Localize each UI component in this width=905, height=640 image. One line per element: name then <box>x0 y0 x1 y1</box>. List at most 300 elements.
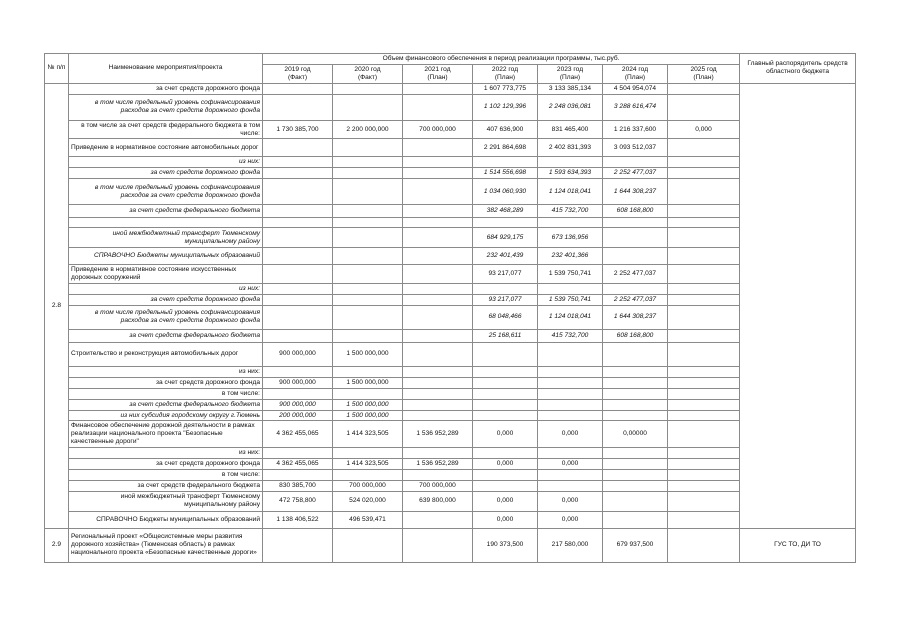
value-cell <box>333 469 403 480</box>
value-cell: 524 020,000 <box>333 491 403 511</box>
year-label: 2021 год <box>424 65 451 73</box>
value-cell <box>333 294 403 305</box>
row-name: из них: <box>69 366 263 377</box>
row-name: за счет средств федерального бюджета <box>69 480 263 491</box>
value-cell: 2 200 000,000 <box>333 120 403 139</box>
value-cell: 415 732,700 <box>538 205 603 218</box>
funding-group-header: Объем финансового обеспечения в период реализации программы, тыс.руб. <box>263 54 740 65</box>
value-cell <box>403 377 473 388</box>
value-cell <box>538 377 603 388</box>
value-cell <box>333 329 403 342</box>
value-cell <box>603 388 668 399</box>
value-cell: 0,000 <box>538 459 603 470</box>
year-label: 2024 год <box>621 65 649 73</box>
row-name: в том числе предельный уровень софинансирования расходов за счет средств дорожного фонда <box>69 94 263 120</box>
table-row <box>45 410 856 421</box>
value-cell: 639 800,000 <box>403 491 473 511</box>
value-cell <box>538 469 603 480</box>
value-cell: 0,000 <box>473 491 538 511</box>
resp-cell-2-8 <box>740 83 856 528</box>
year-header-2 <box>403 64 473 83</box>
value-cell: 2 291 864,698 <box>473 139 538 157</box>
value-cell <box>403 366 473 377</box>
value-cell <box>263 157 333 168</box>
value-cell <box>603 157 668 168</box>
value-cell: 0,000 <box>538 511 603 528</box>
row-name: из них субсидия городскому округу г.Тюмень <box>69 410 263 421</box>
value-cell <box>668 528 740 562</box>
value-cell <box>668 157 740 168</box>
row-number-2-8: 2.8 <box>45 83 69 528</box>
value-cell <box>403 448 473 459</box>
value-cell <box>333 388 403 399</box>
value-cell <box>263 448 333 459</box>
value-cell: 679 937,500 <box>603 528 668 562</box>
value-cell <box>668 399 740 410</box>
row-name: за счет средств дорожного фонда <box>69 294 263 305</box>
value-cell <box>333 179 403 205</box>
value-cell: 1 539 750,741 <box>538 265 603 284</box>
value-cell <box>668 218 740 228</box>
row-name: за счет средств федерального бюджета <box>69 205 263 218</box>
value-cell <box>333 528 403 562</box>
value-cell <box>403 248 473 265</box>
value-cell <box>668 480 740 491</box>
value-cell <box>603 459 668 470</box>
value-cell <box>473 448 538 459</box>
value-cell <box>263 179 333 205</box>
table-row <box>45 469 856 480</box>
table-row <box>45 94 856 120</box>
year-kind: (План) <box>624 73 646 81</box>
value-cell <box>403 179 473 205</box>
value-cell: 1 536 952,289 <box>403 459 473 470</box>
table-row <box>45 179 856 205</box>
value-cell: 0,000 <box>473 459 538 470</box>
value-cell <box>603 469 668 480</box>
value-cell: 700 000,000 <box>403 120 473 139</box>
value-cell <box>603 284 668 295</box>
value-cell <box>603 228 668 248</box>
row-name: СПРАВОЧНО Бюджеты муниципальных образований <box>69 511 263 528</box>
value-cell <box>538 284 603 295</box>
value-cell: 673 136,956 <box>538 228 603 248</box>
value-cell <box>538 388 603 399</box>
value-cell <box>668 94 740 120</box>
value-cell <box>263 248 333 265</box>
value-cell <box>603 491 668 511</box>
row-name: в том числе: <box>69 388 263 399</box>
value-cell <box>333 94 403 120</box>
value-cell <box>668 491 740 511</box>
value-cell <box>263 528 333 562</box>
table-row <box>45 294 856 305</box>
value-cell: 831 465,400 <box>538 120 603 139</box>
table-row <box>45 248 856 265</box>
value-cell <box>403 469 473 480</box>
value-cell <box>403 205 473 218</box>
value-cell: 700 000,000 <box>403 480 473 491</box>
value-cell: 1 607 773,775 <box>473 83 538 94</box>
value-cell <box>263 139 333 157</box>
value-cell <box>668 448 740 459</box>
value-cell: 3 133 385,134 <box>538 83 603 94</box>
value-cell <box>668 329 740 342</box>
value-cell: 2 402 831,393 <box>538 139 603 157</box>
value-cell: 4 504 954,074 <box>603 83 668 94</box>
value-cell <box>603 218 668 228</box>
value-cell: 830 385,700 <box>263 480 333 491</box>
value-cell <box>473 218 538 228</box>
value-cell <box>668 265 740 284</box>
value-cell <box>333 265 403 284</box>
value-cell <box>538 399 603 410</box>
year-kind: (План) <box>693 73 714 81</box>
value-cell <box>538 218 603 228</box>
value-cell <box>603 342 668 366</box>
value-cell <box>263 366 333 377</box>
value-cell <box>473 284 538 295</box>
value-cell <box>403 139 473 157</box>
value-cell: 93 217,077 <box>473 294 538 305</box>
value-cell: 382 468,289 <box>473 205 538 218</box>
value-cell <box>333 139 403 157</box>
value-cell <box>403 218 473 228</box>
value-cell <box>603 399 668 410</box>
row-name: Финансовое обеспечение дорожной деятельности в рамках реализации национального проекта "Безопасные качественные дороги" <box>69 421 263 448</box>
value-cell <box>473 469 538 480</box>
table-row <box>45 366 856 377</box>
value-cell: 2 252 477,037 <box>603 168 668 179</box>
value-cell <box>668 248 740 265</box>
value-cell: 1 124 018,041 <box>538 179 603 205</box>
value-cell <box>668 459 740 470</box>
value-cell: 0,000 <box>473 421 538 448</box>
value-cell <box>333 305 403 329</box>
value-cell <box>668 294 740 305</box>
value-cell <box>538 366 603 377</box>
value-cell <box>603 377 668 388</box>
value-cell <box>473 399 538 410</box>
value-cell: 4 362 455,065 <box>263 421 333 448</box>
table-row <box>45 528 856 562</box>
value-cell: 1 539 750,741 <box>538 294 603 305</box>
value-cell <box>333 218 403 228</box>
value-cell <box>403 294 473 305</box>
funding-table <box>44 53 856 563</box>
year-header-3 <box>473 64 538 83</box>
value-cell <box>603 511 668 528</box>
table-row <box>45 448 856 459</box>
table-row <box>45 218 856 228</box>
row-name: в том числе за счет средств федерального бюджета в том числе: <box>69 120 263 139</box>
value-cell: 232 401,366 <box>538 248 603 265</box>
value-cell <box>668 83 740 94</box>
value-cell <box>473 157 538 168</box>
value-cell: 608 168,800 <box>603 205 668 218</box>
value-cell <box>668 366 740 377</box>
value-cell: 407 636,900 <box>473 120 538 139</box>
value-cell <box>403 305 473 329</box>
value-cell: 1 034 060,930 <box>473 179 538 205</box>
value-cell <box>403 228 473 248</box>
value-cell <box>668 342 740 366</box>
value-cell <box>333 248 403 265</box>
value-cell: 900 000,000 <box>263 399 333 410</box>
value-cell: 68 048,466 <box>473 305 538 329</box>
value-cell: 608 168,800 <box>603 329 668 342</box>
value-cell <box>333 168 403 179</box>
value-cell <box>403 399 473 410</box>
value-cell <box>538 410 603 421</box>
value-cell <box>538 157 603 168</box>
col-resp-header: Главный распорядитель средств областного бюджета <box>740 54 856 84</box>
row-name: Приведение в нормативное состояние автомобильных дорог <box>69 139 263 157</box>
value-cell: 700 000,000 <box>333 480 403 491</box>
table-row <box>45 480 856 491</box>
value-cell <box>333 366 403 377</box>
value-cell <box>333 284 403 295</box>
value-cell <box>333 83 403 94</box>
value-cell <box>603 366 668 377</box>
year-header-6 <box>668 64 740 83</box>
value-cell: 1 102 129,396 <box>473 94 538 120</box>
value-cell: 217 580,000 <box>538 528 603 562</box>
value-cell <box>473 366 538 377</box>
row-name: Приведение в нормативное состояние искусственных дорожных сооружений <box>69 265 263 284</box>
table-row <box>45 511 856 528</box>
year-kind: (План) <box>494 73 516 81</box>
year-kind: (План) <box>427 73 448 81</box>
value-cell: 900 000,000 <box>263 342 333 366</box>
year-header-5 <box>603 64 668 83</box>
year-header-1 <box>333 64 403 83</box>
table-row <box>45 459 856 470</box>
value-cell: 0,000 <box>473 511 538 528</box>
value-cell <box>668 168 740 179</box>
table-row <box>45 265 856 284</box>
value-cell <box>668 388 740 399</box>
value-cell <box>668 469 740 480</box>
value-cell <box>263 329 333 342</box>
row-number-2-9: 2.9 <box>45 528 69 562</box>
value-cell <box>668 377 740 388</box>
value-cell <box>668 511 740 528</box>
table-row <box>45 228 856 248</box>
value-cell: 2 252 477,037 <box>603 294 668 305</box>
value-cell <box>403 265 473 284</box>
table-row <box>45 377 856 388</box>
year-header-0 <box>263 64 333 83</box>
value-cell <box>333 448 403 459</box>
value-cell: 1 514 556,698 <box>473 168 538 179</box>
value-cell: 1 414 323,505 <box>333 421 403 448</box>
value-cell: 684 929,175 <box>473 228 538 248</box>
row-name: иной межбюджетный трансферт Тюменскому муниципальному району <box>69 228 263 248</box>
value-cell: 1 500 000,000 <box>333 410 403 421</box>
value-cell <box>603 410 668 421</box>
row-name: из них: <box>69 284 263 295</box>
value-cell <box>538 480 603 491</box>
row-name: из них: <box>69 448 263 459</box>
value-cell <box>263 294 333 305</box>
value-cell: 1 414 323,505 <box>333 459 403 470</box>
row-name: в том числе: <box>69 469 263 480</box>
col-num-header: № п/п <box>45 54 69 84</box>
year-label: 2020 год <box>354 65 381 73</box>
value-cell: 0,000 <box>538 491 603 511</box>
table-row <box>45 329 856 342</box>
row-name: за счет средств федерального бюджета <box>69 329 263 342</box>
row-name: за счет средств федерального бюджета <box>69 399 263 410</box>
value-cell <box>403 94 473 120</box>
table-row <box>45 342 856 366</box>
value-cell <box>473 377 538 388</box>
value-cell <box>668 179 740 205</box>
value-cell: 3 093 512,037 <box>603 139 668 157</box>
value-cell: 1 500 000,000 <box>333 377 403 388</box>
table-row <box>45 157 856 168</box>
value-cell <box>473 388 538 399</box>
value-cell: 4 362 455,065 <box>263 459 333 470</box>
value-cell <box>263 83 333 94</box>
value-cell <box>403 342 473 366</box>
value-cell: 900 000,000 <box>263 377 333 388</box>
value-cell <box>403 284 473 295</box>
value-cell <box>333 157 403 168</box>
value-cell <box>668 139 740 157</box>
value-cell: 1 730 385,700 <box>263 120 333 139</box>
year-label: 2022 год <box>491 65 519 73</box>
value-cell: 0,000 <box>668 120 740 139</box>
header-row-1 <box>45 54 856 65</box>
value-cell <box>403 168 473 179</box>
value-cell <box>263 388 333 399</box>
value-cell: 472 758,800 <box>263 491 333 511</box>
value-cell <box>263 168 333 179</box>
resp-cell-2-9: ГУС ТО, ДИ ТО <box>740 528 856 562</box>
value-cell <box>263 265 333 284</box>
value-cell: 3 288 616,474 <box>603 94 668 120</box>
value-cell: 2 248 036,081 <box>538 94 603 120</box>
row-name: за счет средств дорожного фонда <box>69 459 263 470</box>
row-name: СПРАВОЧНО Бюджеты муниципальных образований <box>69 248 263 265</box>
value-cell <box>403 157 473 168</box>
value-cell <box>263 284 333 295</box>
table-row <box>45 388 856 399</box>
value-cell <box>603 248 668 265</box>
row-name: в том числе предельный уровень софинансирования расходов за счет средств дорожного фонда <box>69 179 263 205</box>
value-cell <box>263 305 333 329</box>
value-cell <box>473 480 538 491</box>
value-cell <box>473 342 538 366</box>
value-cell <box>403 410 473 421</box>
row-name: иной межбюджетный трансферт Тюменскому муниципальному району <box>69 491 263 511</box>
row-name: Региональный проект «Общесистемные меры развития дорожного хозяйства» (Тюменская область) в рамках национального проекта «Безопасные качественные дороги» <box>69 528 263 562</box>
row-name: за счет средств дорожного фонда <box>69 168 263 179</box>
row-name: за счет средств дорожного фонда <box>69 83 263 94</box>
value-cell <box>603 480 668 491</box>
value-cell <box>403 388 473 399</box>
value-cell <box>538 342 603 366</box>
table-row <box>45 421 856 448</box>
value-cell: 1 644 308,237 <box>603 179 668 205</box>
year-header-4 <box>538 64 603 83</box>
value-cell <box>668 421 740 448</box>
table-row <box>45 205 856 218</box>
value-cell: 1 216 337,600 <box>603 120 668 139</box>
value-cell: 496 539,471 <box>333 511 403 528</box>
value-cell: 93 217,077 <box>473 265 538 284</box>
value-cell <box>263 94 333 120</box>
value-cell <box>333 205 403 218</box>
value-cell: 0,000 <box>538 421 603 448</box>
year-label: 2025 год <box>690 65 717 73</box>
year-label: 2023 год <box>556 65 584 73</box>
row-name: Строительство и реконструкция автомобильных дорог <box>69 342 263 366</box>
value-cell: 1 138 406,522 <box>263 511 333 528</box>
row-name: за счет средств дорожного фонда <box>69 377 263 388</box>
value-cell <box>668 228 740 248</box>
value-cell: 1 644 308,237 <box>603 305 668 329</box>
value-cell: 1 500 000,000 <box>333 342 403 366</box>
table-row <box>45 83 856 94</box>
row-name: из них: <box>69 157 263 168</box>
table-row <box>45 491 856 511</box>
value-cell <box>668 305 740 329</box>
value-cell: 232 401,439 <box>473 248 538 265</box>
value-cell <box>473 410 538 421</box>
year-kind: (Факт) <box>357 73 378 81</box>
table-row <box>45 168 856 179</box>
value-cell: 1 124 018,041 <box>538 305 603 329</box>
value-cell <box>403 329 473 342</box>
value-cell <box>403 511 473 528</box>
value-cell: 0,00000 <box>603 421 668 448</box>
value-cell <box>668 205 740 218</box>
value-cell: 2 252 477,037 <box>603 265 668 284</box>
value-cell: 1 593 634,393 <box>538 168 603 179</box>
table-row <box>45 284 856 295</box>
value-cell: 25 168,611 <box>473 329 538 342</box>
value-cell <box>333 228 403 248</box>
value-cell <box>263 218 333 228</box>
year-label: 2019 год <box>284 65 311 73</box>
value-cell <box>403 83 473 94</box>
value-cell <box>538 448 603 459</box>
value-cell: 415 732,700 <box>538 329 603 342</box>
value-cell <box>263 205 333 218</box>
row-name <box>69 218 263 228</box>
year-kind: (Факт) <box>287 73 308 81</box>
value-cell: 200 000,000 <box>263 410 333 421</box>
table-row <box>45 399 856 410</box>
value-cell <box>668 284 740 295</box>
value-cell: 1 536 952,289 <box>403 421 473 448</box>
value-cell: 1 500 000,000 <box>333 399 403 410</box>
table-row <box>45 120 856 139</box>
value-cell <box>263 469 333 480</box>
value-cell <box>668 410 740 421</box>
table-row <box>45 139 856 157</box>
value-cell <box>603 448 668 459</box>
value-cell <box>403 528 473 562</box>
value-cell <box>263 228 333 248</box>
row-name: в том числе предельный уровень софинансирования расходов за счет средств дорожного фонда <box>69 305 263 329</box>
table-row <box>45 305 856 329</box>
year-kind: (План) <box>559 73 581 81</box>
value-cell: 190 373,500 <box>473 528 538 562</box>
